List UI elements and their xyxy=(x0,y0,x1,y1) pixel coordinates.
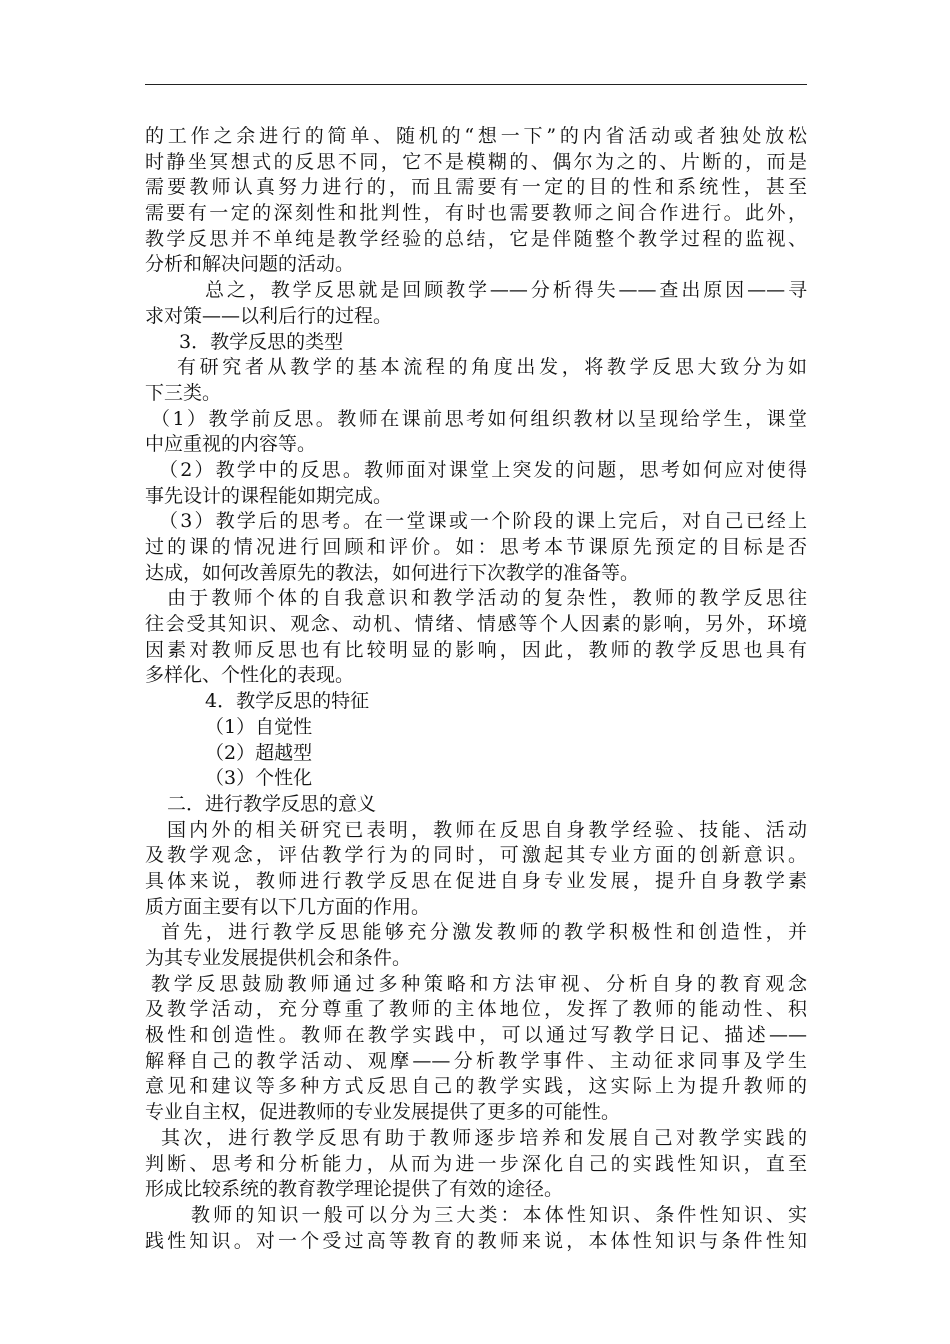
text-line: 极性和创造性。教师在教学实践中，可以通过写教学日记、描述—— xyxy=(145,1024,807,1047)
list-item-type-1 xyxy=(145,407,807,458)
list-item-type-3 xyxy=(145,509,807,586)
text-line: 往会受其知识、观念、动机、情绪、情感等个人因素的影响，另外，环境 xyxy=(145,613,807,636)
text-line: 践性知识。对一个受过高等教育的教师来说，本体性知识与条件性知 xyxy=(145,1229,807,1252)
text-line: 需要教师认真努力进行的，而且需要有一定的目的性和系统性，甚至 xyxy=(145,176,807,199)
section-heading-types: 3．教学反思的类型 xyxy=(179,330,344,353)
paragraph-types-intro xyxy=(145,355,807,406)
text-line: 及教学活动，充分尊重了教师的主体地位，发挥了教师的能动性、积 xyxy=(145,998,807,1021)
list-item-feature-1: （1）自觉性 xyxy=(205,715,313,738)
text-line: 具体来说，教师进行教学反思在促进自身专业发展，提升自身教学素 xyxy=(145,869,807,892)
text-line: 首先，进行教学反思能够充分激发教师的教学积极性和创造性，并 xyxy=(161,921,807,944)
text-line: 的工作之余进行的简单、随机的“想一下”的内省活动或者独处放松 xyxy=(145,125,807,147)
paragraph-first xyxy=(145,920,807,971)
text-line: 求对策——以利后行的过程。 xyxy=(145,304,393,327)
text-line: 解释自己的教学活动、观摩——分析教学事件、主动征求同事及学生 xyxy=(145,1049,807,1072)
paragraph-significance-intro xyxy=(145,818,807,921)
text-line: 下三类。 xyxy=(145,381,222,404)
section-heading-significance: 二．进行教学反思的意义 xyxy=(167,792,377,815)
paragraph-first-detail xyxy=(145,972,807,1126)
text-line: 及教学观念，评估教学行为的同时，可激起其专业方面的创新意识。 xyxy=(145,844,807,867)
text-line: 国内外的相关研究已表明，教师在反思自身教学经验、技能、活动 xyxy=(167,818,807,841)
paragraph-knowledge xyxy=(145,1203,807,1254)
text-line: 意见和建议等多种方式反思自己的教学实践，这实际上为提升教师的 xyxy=(145,1075,807,1098)
text-line: 多样化、个性化的表现。 xyxy=(145,664,355,687)
text-line: 事先设计的课程能如期完成。 xyxy=(145,484,393,507)
text-line: 分析和解决问题的活动。 xyxy=(145,253,355,276)
text-line: 时静坐冥想式的反思不同，它不是模糊的、偶尔为之的、片断的，而是 xyxy=(145,150,807,173)
section-heading-features: 4．教学反思的特征 xyxy=(205,690,370,713)
paragraph-continuation xyxy=(145,124,807,278)
text-line: 教学反思鼓励教师通过多种策略和方法审视、分析自身的教育观念 xyxy=(151,972,807,995)
text-line: 教师的知识一般可以分为三大类：本体性知识、条件性知识、实 xyxy=(191,1203,807,1226)
text-line: （2）教学中的反思。教师面对课堂上突发的问题，思考如何应对使得 xyxy=(159,458,807,481)
text-line: 专业自主权，促进教师的专业发展提供了更多的可能性。 xyxy=(145,1101,621,1124)
document-body xyxy=(145,124,807,1254)
paragraph-diversity xyxy=(145,586,807,689)
list-item-feature-3: （3）个性化 xyxy=(205,767,313,790)
text-line: 为其专业发展提供机会和条件。 xyxy=(145,947,412,969)
paragraph-summary xyxy=(145,278,807,329)
list-item-type-2 xyxy=(145,458,807,509)
text-line: （3）教学后的思考。在一堂课或一个阶段的课上完后，对自己已经上 xyxy=(159,510,807,533)
text-line: 质方面主要有以下几方面的作用。 xyxy=(145,895,431,918)
text-line: 需要有一定的深刻性和批判性，有时也需要教师之间合作进行。此外， xyxy=(145,202,807,225)
text-line: 总之，教学反思就是回顾教学——分析得失——查出原因——寻 xyxy=(205,279,807,302)
text-line: 过的课的情况进行回顾和评价。如：思考本节课原先预定的目标是否 xyxy=(145,536,807,558)
text-line: 因素对教师反思也有比较明显的影响，因此，教师的教学反思也具有 xyxy=(145,638,807,661)
text-line: 中应重视的内容等。 xyxy=(145,433,317,456)
text-line: 教学反思并不单纯是教学经验的总结，它是伴随整个教学过程的监视、 xyxy=(145,227,807,250)
list-item-feature-2: （2）超越型 xyxy=(205,741,313,764)
text-line: 有研究者从教学的基本流程的角度出发，将教学反思大致分为如 xyxy=(177,356,807,379)
text-line: 达成，如何改善原先的教法，如何进行下次教学的准备等。 xyxy=(145,561,640,584)
paragraph-second xyxy=(145,1126,807,1203)
text-line: 判断、思考和分析能力，从而为进一步深化自己的实践性知识，直至 xyxy=(145,1152,807,1175)
text-line: 由于教师个体的自我意识和教学活动的复杂性，教师的教学反思往 xyxy=(167,587,807,610)
text-line: 其次，进行教学反思有助于教师逐步培养和发展自己对教学实践的 xyxy=(161,1126,807,1149)
text-line: 形成比较系统的教育教学理论提供了有效的途径。 xyxy=(145,1178,564,1201)
header-rule xyxy=(145,84,807,85)
text-line: （1）教学前反思。教师在课前思考如何组织教材以呈现给学生，课堂 xyxy=(151,407,807,430)
